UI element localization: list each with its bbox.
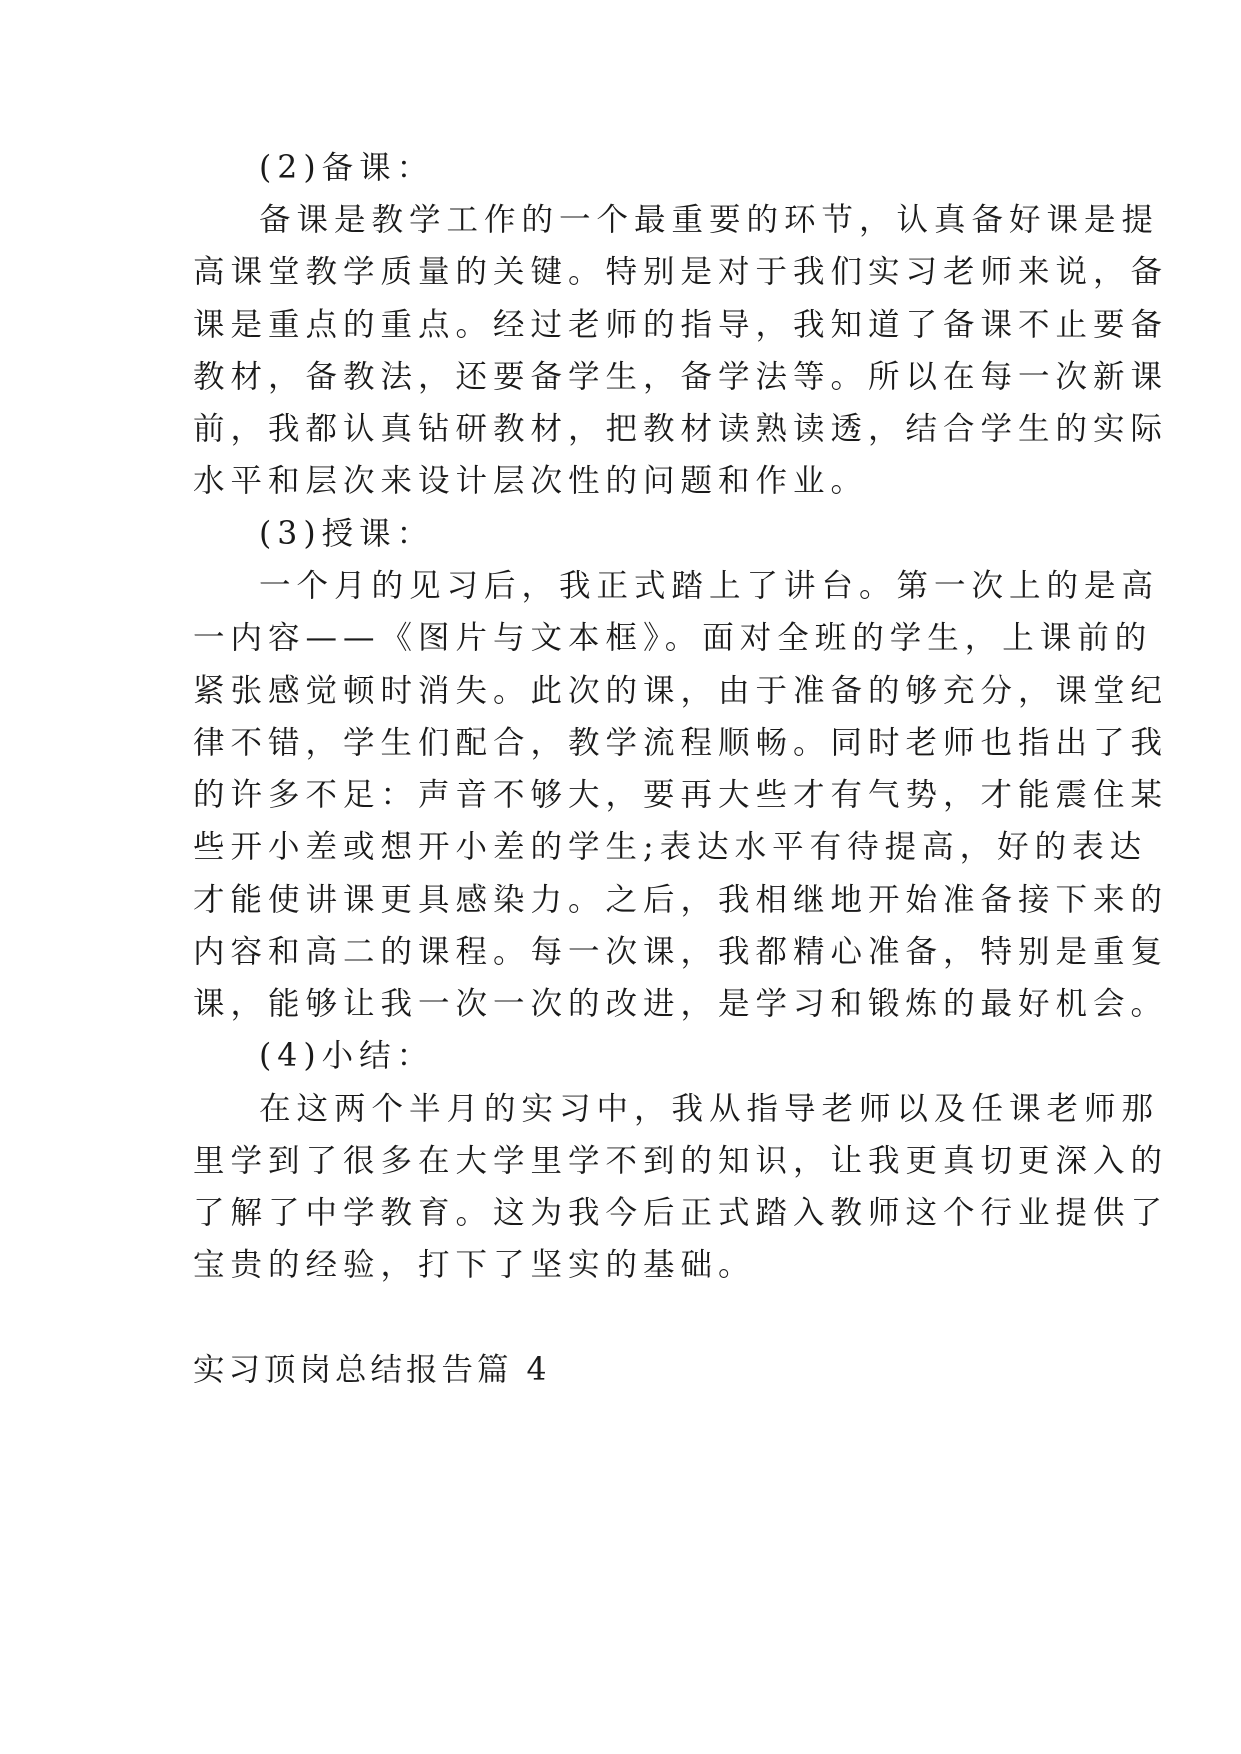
paragraph-line: 水平和层次来设计层次性的问题和作业。 <box>193 463 869 499</box>
paragraph-line: 宝贵的经验，打下了坚实的基础。 <box>193 1247 756 1283</box>
paragraph-line: 内容和高二的课程。每一次课，我都精心准备，特别是重复 <box>193 934 1169 970</box>
section-heading-2: (2)备课： <box>259 150 435 186</box>
paragraph-line: 在这两个半月的实习中，我从指导老师以及任课老师那 <box>259 1091 1160 1127</box>
paragraph-line: 一内容——《图片与文本框》。面对全班的学生，上课前的 <box>193 620 1153 656</box>
paragraph-line: 前，我都认真钻研教材，把教材读熟读透，结合学生的实际 <box>193 411 1169 447</box>
paragraph-line: 一个月的见习后，我正式踏上了讲台。第一次上的是高 <box>259 568 1160 604</box>
paragraph-line: 了解了中学教育。这为我今后正式踏入教师这个行业提供了 <box>193 1195 1169 1231</box>
paragraph-line: 些开小差或想开小差的学生;表达水平有待提高，好的表达 <box>193 829 1148 865</box>
article-title: 实习顶岗总结报告篇 4 <box>193 1352 551 1388</box>
section-heading-3: (3)授课： <box>259 516 435 552</box>
paragraph-line: 备课是教学工作的一个最重要的环节，认真备好课是提 <box>259 202 1160 238</box>
section-heading-4: (4)小结： <box>259 1038 435 1074</box>
paragraph-line: 课，能够让我一次一次的改进，是学习和锻炼的最好机会。 <box>193 986 1169 1022</box>
paragraph-line: 高课堂教学质量的关键。特别是对于我们实习老师来说，备 <box>193 254 1169 290</box>
paragraph-line: 课是重点的重点。经过老师的指导，我知道了备课不止要备 <box>193 307 1169 343</box>
paragraph-line: 的许多不足：声音不够大，要再大些才有气势，才能震住某 <box>193 777 1169 813</box>
paragraph-line: 紧张感觉顿时消失。此次的课，由于准备的够充分，课堂纪 <box>193 673 1169 709</box>
paragraph-line: 教材，备教法，还要备学生，备学法等。所以在每一次新课 <box>193 359 1169 395</box>
paragraph-line: 才能使讲课更具感染力。之后，我相继地开始准备接下来的 <box>193 882 1169 918</box>
paragraph-line: 里学到了很多在大学里学不到的知识，让我更真切更深入的 <box>193 1143 1169 1179</box>
paragraph-line: 律不错，学生们配合，教学流程顺畅。同时老师也指出了我 <box>193 725 1169 761</box>
